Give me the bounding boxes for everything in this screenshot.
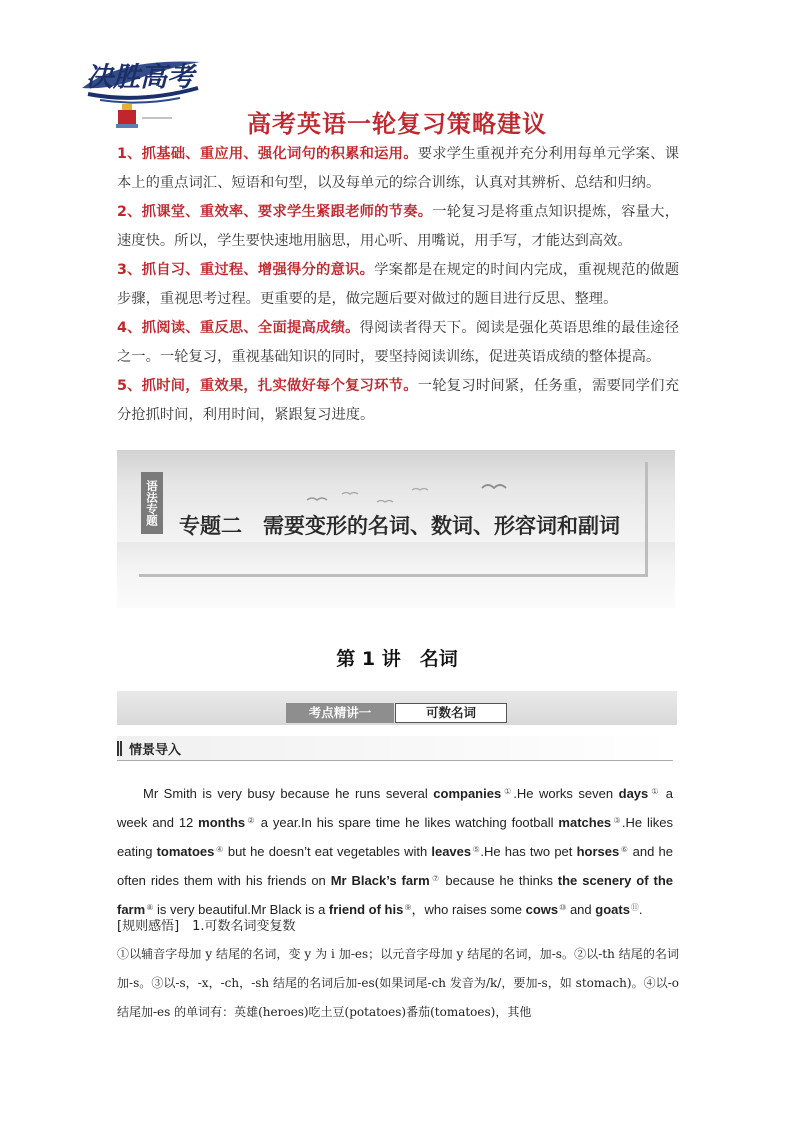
section-topic: 可数名词: [395, 703, 507, 723]
section-label: 考点精讲一: [286, 703, 394, 723]
page-title: 高考英语一轮复习策略建议: [247, 110, 547, 138]
section-bar: [117, 691, 677, 725]
tip-item: 2、抓课堂、重效率、要求学生紧跟老师的节奏。一轮复习是将重点知识提炼，容量大，速度快。所以，学生要快速地用脑思，用心听、用嘴说，用手写，才能达到高效。: [117, 204, 680, 249]
topic-banner: [117, 450, 675, 608]
tip-item: 4、抓阅读、重反思、全面提高成绩。得阅读者得天下。阅读是强化英语思维的最佳途径之一。一轮复习，重视基础知识的同时，要坚持阅读训练，促进英语成绩的整体提高。: [117, 320, 679, 365]
story-paragraph: Mr Smith is very busy because he runs several companies①.He works seven days① a week and 12 months② a year.In his spare time he likes watching football matches③.He likes eating tomatoes④ but he doesn’t eat vegetables with leaves⑤.He has two pet horses⑥ and he often rides them with his friends on Mr Black’s farm⑦ because he thinks the scenery of the farm⑧ is very beautiful.Mr Black is a friend of his⑨，who raises some cows⑩ and goats⑪.: [117, 786, 674, 917]
section-marker-icon: [117, 741, 122, 756]
rules-section: [117, 914, 679, 1027]
lesson-title: 第 1 讲 名词: [336, 648, 458, 670]
rules-heading: [规则感悟] 1.可数名词变复数: [117, 919, 296, 934]
topic-title: 专题二 需要变形的名词、数词、形容词和副词: [179, 514, 620, 538]
banner-tag: 语法专题: [141, 472, 163, 534]
intro-heading: [117, 736, 673, 761]
tip-item: 5、抓时间，重效果，扎实做好每个复习环节。一轮复习时间紧，任务重，需要同学们充分抢抓时间，利用时间，紧跟复习进度。: [117, 378, 679, 423]
story-passage: [117, 778, 673, 923]
tip-item: 3、抓自习、重过程、增强得分的意识。学案都是在规定的时间内完成，重视规范的做题步骤，重视思考过程。更重要的是，做完题后要对做过的题目进行反思、整理。: [117, 262, 680, 307]
intro-label: 情景导入: [129, 743, 182, 758]
rules-body: ①以辅音字母加 y 结尾的名词，变 y 为 i 加-es；以元音字母加 y 结尾的名词，加-s。②以-th 结尾的名词加-s。③以-s，-x，-ch，-sh 结尾的名词后加-es(如果词尾-ch 发音为/k/，要加-s，如 stomach)。④以-o 结尾加-es 的单词有：英雄(heroes)吃土豆(potatoes)番茄(tomatoes)，其他: [117, 947, 679, 1019]
logo-text: 决胜高考: [86, 62, 194, 93]
study-tips: [117, 140, 679, 430]
tip-item: 1、抓基础、重应用、强化词句的积累和运用。要求学生重视并充分利用每单元学案、课本上的重点词汇、短语和句型，以及每单元的综合训练，认真对其辨析、总结和归纳。: [117, 146, 679, 191]
